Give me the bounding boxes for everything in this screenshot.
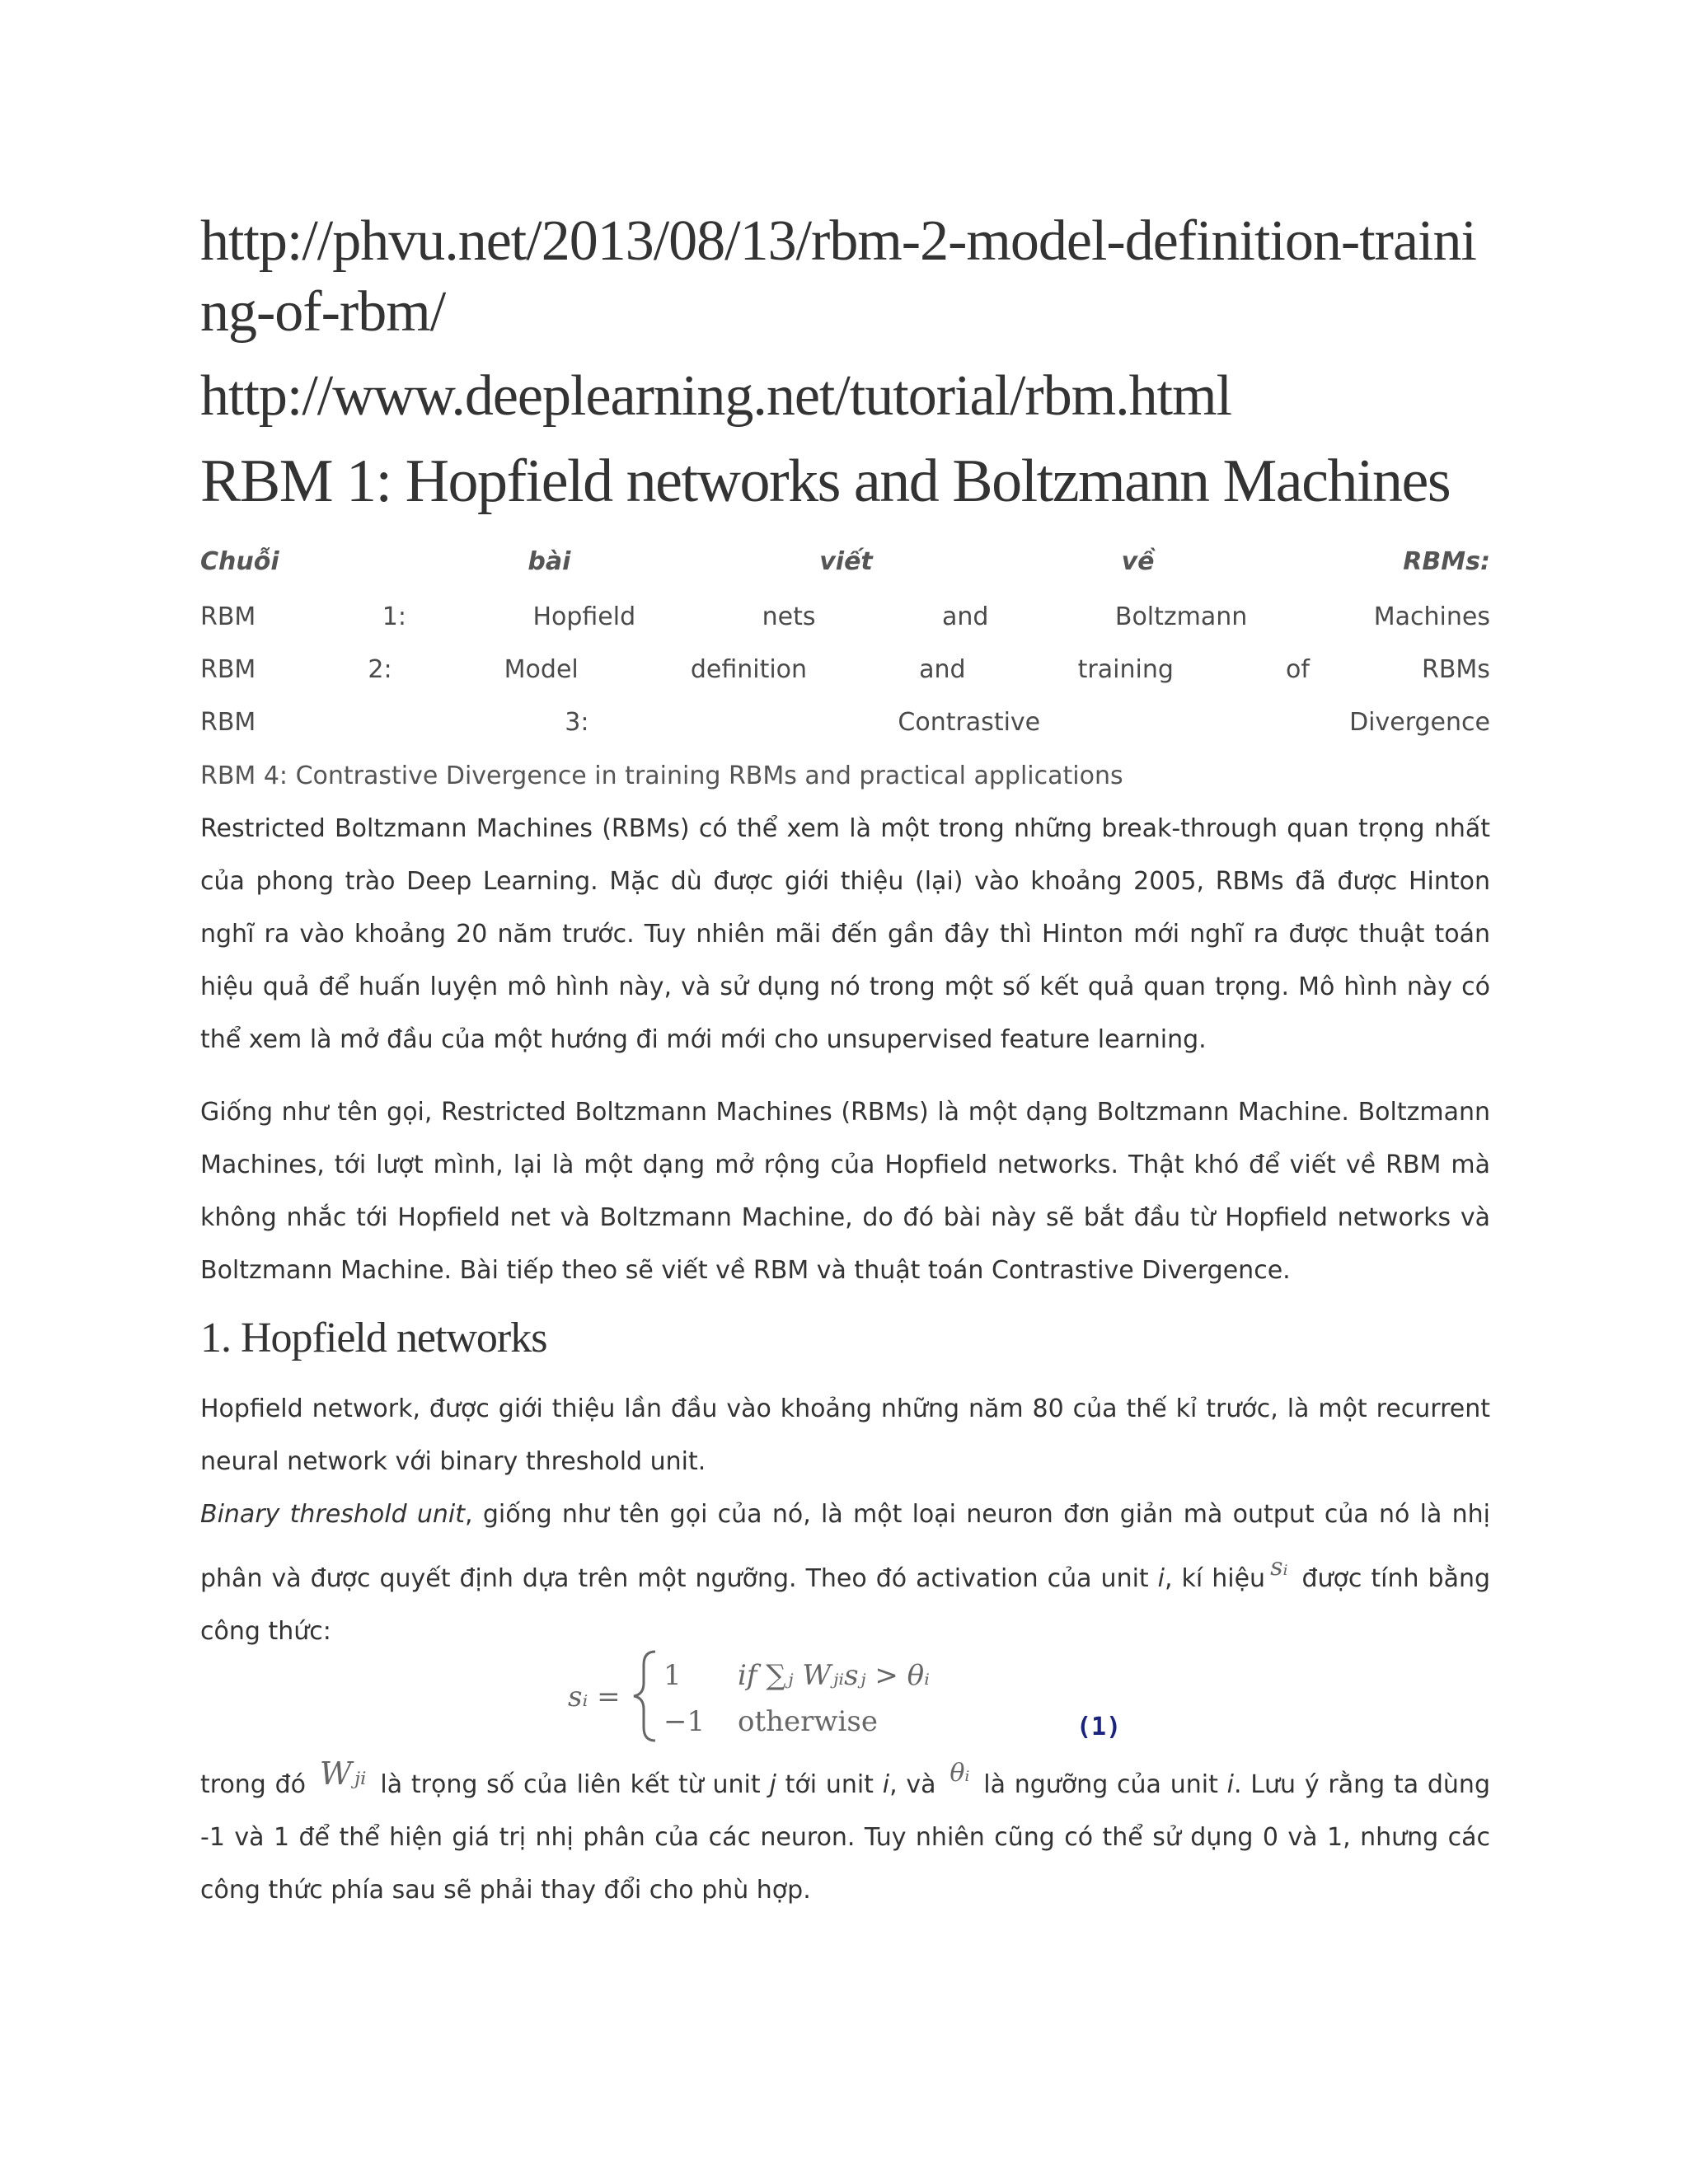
series-word: Boltzmann: [1114, 602, 1248, 631]
equation-lhs: sᵢ =: [568, 1680, 621, 1713]
symbol-theta-i: θᵢ: [950, 1759, 970, 1788]
series-word: 3:: [565, 707, 589, 737]
series-heading-word: về: [1121, 546, 1155, 576]
series-word: Machines: [1373, 602, 1490, 631]
variable-j: j: [769, 1770, 776, 1799]
variable-i: i: [882, 1770, 890, 1799]
series-word: RBM: [200, 654, 256, 684]
weights-text-f: . Lưu ý rằng ta dùng -1 và 1 để thể hiện giá trị nhị phân của các neuron. Tuy nhiên cũng có thể sử dụng 0 và 1, nhưng các công thức phía sau sẽ phải thay đổi cho phù hợp.: [200, 1770, 1490, 1905]
equation-case1-condition: if ∑ⱼ Wⱼᵢsⱼ > θᵢ: [738, 1659, 930, 1692]
intro-paragraph-2: Giống như tên gọi, Restricted Boltzmann Machines (RBMs) là một dạng Boltzmann Machine. Boltzmann Machines, tới lượt mình, lại là một dạng mở rộng của Hopfield networks. Thật khó để viết về RBM mà không nhắc tới Hopfield net và Boltzmann Machine, do đó bài này sẽ bắt đầu từ Hopfield networks và Boltzmann Machine. Bài tiếp theo sẽ viết về RBM và thuật toán Contrastive Divergence.: [200, 1098, 1490, 1285]
threshold-text-a: , giống như tên gọi của nó, là một loại neuron đơn giản mà output của nó là nhị phân và được quyết định dựa trên một ngưỡng. Theo đó activation của unit: [200, 1500, 1491, 1593]
series-link-rbm-3[interactable]: [200, 696, 1490, 748]
equation-1: [200, 1658, 1490, 1747]
series-word: and: [919, 654, 966, 684]
brace-icon: [634, 1652, 655, 1741]
series-word: RBM: [200, 602, 256, 631]
symbol-s-i: sᵢ: [1270, 1553, 1288, 1582]
document-page: [200, 206, 1490, 1917]
weights-text-d: , và: [889, 1770, 945, 1799]
series-word: nets: [762, 602, 816, 631]
series-word: Contrastive: [898, 707, 1041, 737]
weights-text-c: tới unit: [776, 1770, 883, 1799]
series-word: 2:: [368, 654, 392, 684]
series-heading: [200, 532, 1490, 590]
weights-text-a: trong đó: [200, 1770, 315, 1799]
threshold-text-b: , kí hiệu: [1165, 1564, 1266, 1593]
hopfield-paragraph: Hopfield network, được giới thiệu lần đầu vào khoảng những năm 80 của thế kỉ trước, là một recurrent neural network với binary threshold unit.: [200, 1394, 1490, 1476]
reference-url-2[interactable]: http://www.deeplearning.net/tutorial/rbm.html: [200, 364, 1232, 428]
series-word: Model: [504, 654, 579, 684]
weights-text-e: là ngưỡng của unit: [974, 1770, 1227, 1799]
series-link-rbm-4[interactable]: RBM 4: Contrastive Divergence in training RBMs and practical applications: [200, 761, 1123, 790]
weights-text-b: là trọng số của liên kết từ unit: [371, 1770, 770, 1799]
series-word: Hopfield: [532, 602, 636, 631]
article-title: RBM 1: Hopfield networks and Boltzmann Machines: [200, 448, 1451, 515]
series-link-rbm-1[interactable]: [200, 590, 1490, 643]
series-word: and: [941, 602, 989, 631]
equation-1-formula: [563, 1645, 1025, 1744]
equation-case1-value: 1: [663, 1659, 682, 1692]
weights-paragraph: [200, 1747, 1490, 1917]
series-word: 1:: [382, 602, 406, 631]
equation-case2-value: −1: [663, 1705, 706, 1738]
intro-paragraph-1: Restricted Boltzmann Machines (RBMs) có thể xem là một trong những break-through quan trọng nhất của phong trào Deep Learning. Mặc dù được giới thiệu (lại) vào khoảng 2005, RBMs đã được Hinton nghĩ ra vào khoảng 20 năm trước. Tuy nhiên mãi đến gần đây thì Hinton mới nghĩ ra được thuật toán hiệu quả để huấn luyện mô hình này, và sử dụng nó trong một số kết quả quan trọng. Mô hình này có thể xem là mở đầu của một hướng đi mới mới cho unsupervised feature learning.: [200, 814, 1490, 1054]
variable-i: i: [1226, 1770, 1234, 1799]
series-word: RBMs: [1421, 654, 1490, 684]
series-word: training: [1077, 654, 1174, 684]
series-heading-word: RBMs:: [1403, 546, 1490, 576]
series-word: of: [1285, 654, 1310, 684]
threshold-unit-term: Binary threshold unit: [200, 1500, 466, 1529]
variable-i: i: [1157, 1564, 1165, 1593]
equation-number: (1): [1076, 1713, 1122, 1741]
series-word: Divergence: [1349, 707, 1490, 737]
reference-url-1[interactable]: http://phvu.net/2013/08/13/rbm-2-model-definition-training-of-rbm/: [200, 209, 1476, 344]
series-heading-word: viết: [819, 546, 873, 576]
series-heading-word: Chuỗi: [200, 546, 279, 576]
section-heading-hopfield: 1. Hopfield networks: [200, 1315, 547, 1361]
series-word: definition: [690, 654, 808, 684]
symbol-w-ji: Wⱼᵢ: [319, 1755, 367, 1792]
equation-case2-condition: otherwise: [738, 1705, 878, 1738]
series-heading-word: bài: [528, 546, 571, 576]
threshold-unit-paragraph: [200, 1488, 1490, 1658]
series-link-rbm-2[interactable]: [200, 643, 1490, 696]
threshold-text-c: được tính bằng công thức:: [200, 1564, 1491, 1646]
series-word: RBM: [200, 707, 256, 737]
